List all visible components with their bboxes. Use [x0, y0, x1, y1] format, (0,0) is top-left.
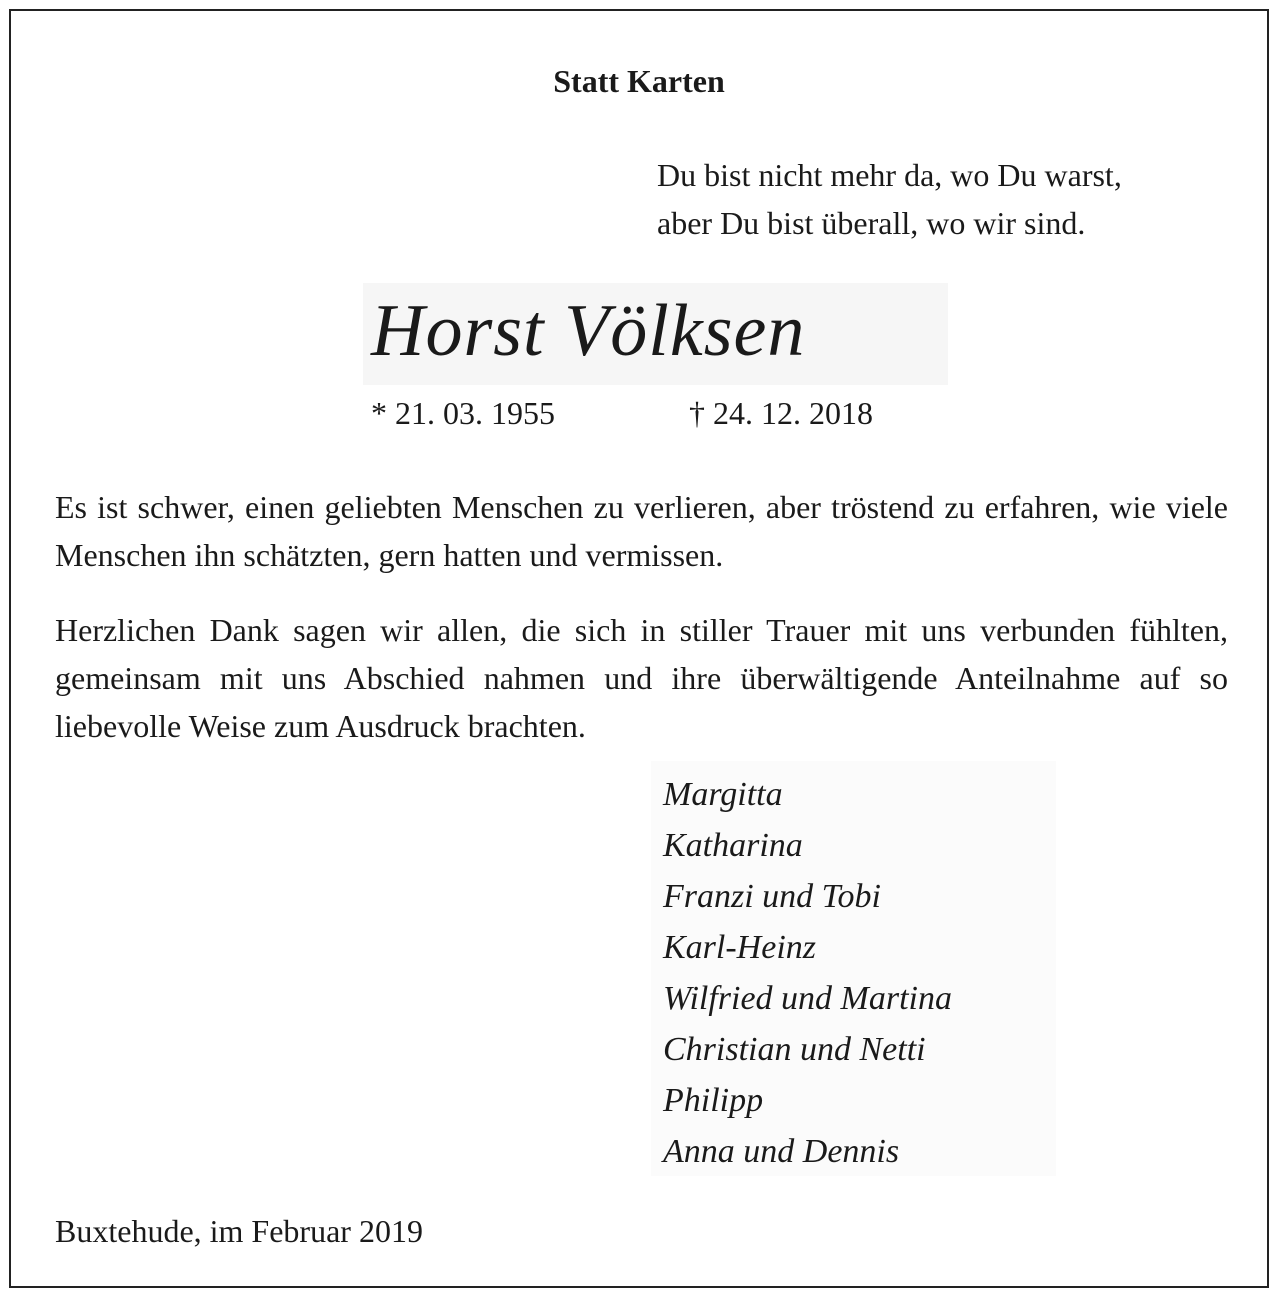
signer-name: Margitta [663, 776, 783, 813]
death-date: † 24. 12. 2018 [689, 395, 873, 431]
signer-name: Franzi und Tobi [663, 878, 881, 915]
signers-list [663, 769, 1063, 1177]
obituary-notice [9, 9, 1269, 1288]
deceased-name: Horst Völksen [371, 290, 806, 372]
birth-date: * 21. 03. 1955 [371, 395, 555, 431]
signer-name: Anna und Dennis [663, 1133, 900, 1170]
signer-name: Philipp [663, 1082, 764, 1119]
signer-name: Karl-Heinz [663, 929, 816, 966]
quote-line-2: aber Du bist überall, wo wir sind. [657, 205, 1086, 241]
signer-name: Katharina [663, 827, 803, 864]
signer-name: Christian und Netti [663, 1031, 926, 1068]
quote-line-1: Du bist nicht mehr da, wo Du warst, [657, 157, 1122, 193]
notice-heading: Statt Karten [553, 63, 725, 99]
place-and-date: Buxtehude, im Februar 2019 [55, 1213, 423, 1249]
signer-name: Wilfried und Martina [663, 980, 952, 1017]
memorial-quote [657, 151, 1257, 247]
condolence-paragraph: Es ist schwer, einen geliebten Menschen zu verlieren, aber tröstend zu erfahren, wie viele Menschen ihn schätzten, gern hatten und vermissen. [55, 489, 1228, 573]
thanks-paragraph: Herzlichen Dank sagen wir allen, die sich in stiller Trauer mit uns verbunden fühlten, gemeinsam mit uns Abschied nahmen und ihre überwältigende Anteilnahme auf so liebevolle Weise zum Ausdruck brachten. [55, 612, 1228, 744]
